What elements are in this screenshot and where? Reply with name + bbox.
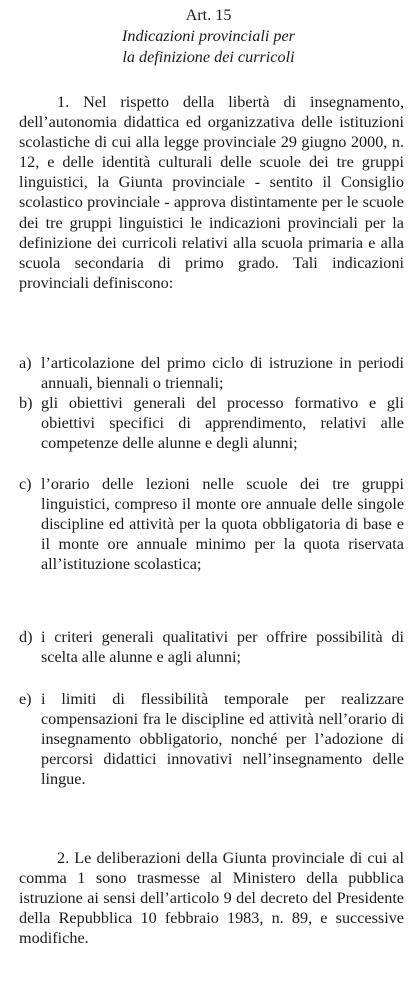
list-text-b: gli obiettivi generali del processo formativo e gli obiettivi specifici di apprendimento, relativi alle competenze delle alunne e degli alunni;: [41, 394, 404, 453]
list-text-a: l’articolazione del primo ciclo di istruzione in periodi annuali, biennali o triennali;: [41, 354, 404, 393]
list-text-d: i criteri generali qualitativi per offrire possibilità di scelta alle alunne e agli alunni;: [41, 628, 404, 667]
list-item-a: [19, 353, 404, 393]
list-text-e: i limiti di flessibilità temporale per realizzare compensazioni fra le discipline ed attività nell’orario di insegnamento obbligatorio, nonché per l’adozione di percorsi didattici innovativi nell’insegnamento delle lingue.: [41, 690, 404, 789]
list-marker-e: e): [19, 690, 32, 708]
article-number: Art. 15: [185, 6, 232, 24]
list-marker-b: b): [19, 394, 33, 412]
list-item-b: [19, 393, 404, 453]
list-item-c: [19, 474, 404, 574]
paragraph-2: 2. Le deliberazioni della Giunta provinciale di cui al comma 1 sono trasmesse al Ministero della pubblica istruzione ai sensi dell’articolo 9 del decreto del Presidente della Repubblica 10 febbraio 1983, n. 89, e successive modifiche.: [19, 849, 404, 948]
list-marker-a: a): [19, 354, 32, 372]
paragraph-1: 1. Nel rispetto della libertà di insegnamento, dell’autonomia didattica ed organizzativa delle istituzioni scolastiche di cui alla legge provinciale 29 giugno 2000, n. 12, e delle identità culturali delle scuole dei tre gruppi linguistici, la Giunta provinciale - sentito il Consiglio scolastico provinciale - approva distintamente per le scuole dei tre gruppi linguistici le indicazioni provinciali per la definizione dei curricoli relativi alla scuola primaria e alla scuola secondaria di primo grado. Tali indicazioni provinciali definiscono:: [19, 93, 404, 292]
list-marker-c: c): [19, 475, 32, 493]
list-item-e: [19, 689, 404, 789]
article-title: [0, 26, 417, 68]
list-text-c: l’orario delle lezioni nelle scuole dei tre gruppi linguistici, compreso il monte ore annuale delle singole discipline ed attività per la quota obbligatoria di base e il monte ore annuale minimo per la quota riservata all’istituzione scolastica;: [41, 475, 404, 574]
article-title-line-2: la definizione dei curricoli: [122, 48, 295, 66]
list-item-d: [19, 627, 404, 667]
list-marker-d: d): [19, 628, 33, 646]
article-title-line-1: Indicazioni provinciali per: [122, 27, 295, 45]
